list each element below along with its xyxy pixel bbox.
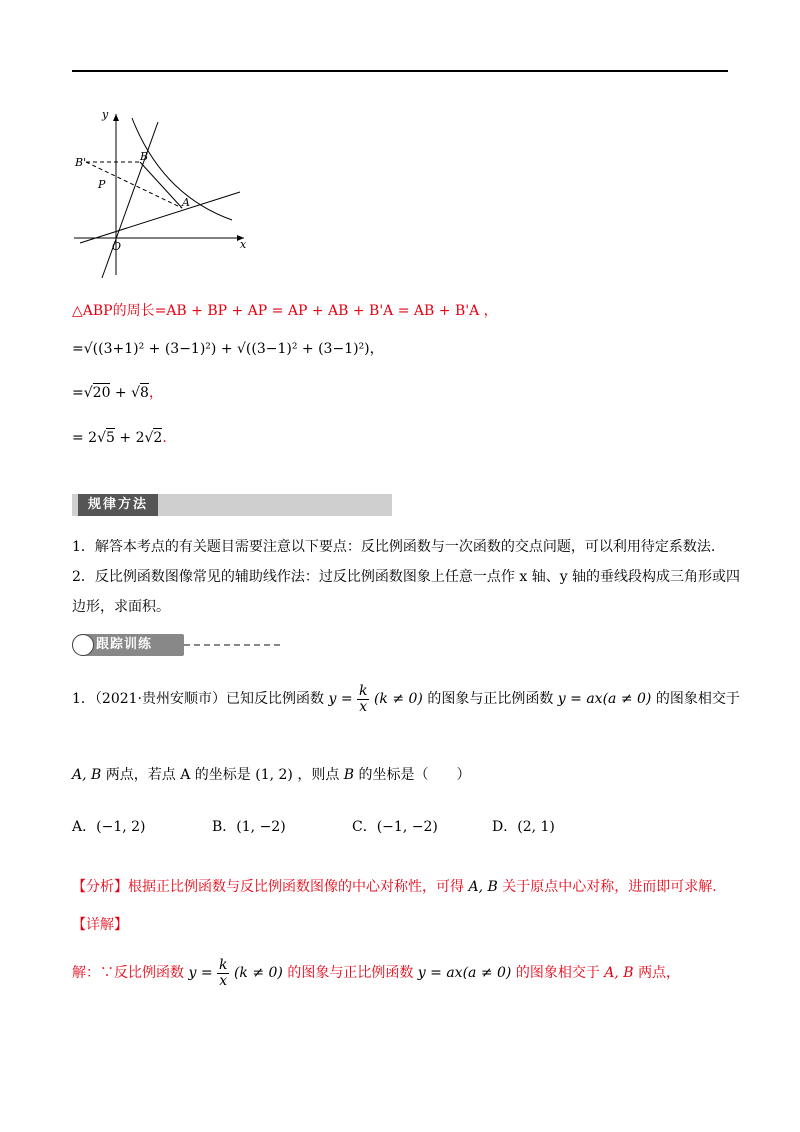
practice-banner-title: 跟踪训练 [96,637,153,652]
question-1-line-1 [72,684,740,714]
solution-step-1: =√((3+1)² + (3−1)²) + √((3−1)² + (3−1)²)， [72,341,384,357]
question-1-line-2 [72,764,471,784]
proportional-line [102,122,158,278]
solution-prefix: 解：∵反比例函数 [72,965,184,982]
option-b[interactable] [212,816,286,836]
option-d[interactable] [492,816,555,836]
plus-sign: + [110,385,132,401]
radicand-1: 5 [106,430,115,446]
func1-fraction [357,684,369,714]
methods-banner [72,494,392,516]
func1-lhs: y = [188,965,213,982]
question-text: 两点，若点 A 的坐标是 [105,767,251,783]
option-value: (−1, −2) [376,819,438,835]
punct: . [162,430,167,446]
func1-lhs: y = [328,691,353,708]
solution-step-2: =√20 + √8， [72,385,163,401]
func1-condition: (k ≠ 0) [233,965,283,982]
radicand-2: 2 [153,430,163,446]
label-y: y [102,108,109,121]
methods-banner-title: 规律方法 [78,494,158,516]
label-x: x [240,238,247,251]
option-c[interactable] [352,816,438,836]
points-ab: A, B [604,965,634,982]
header-rule [72,70,728,72]
analysis-line [72,876,717,896]
analysis-text: 根据正比例函数与反比例函数图像的中心对称性，可得 [128,879,464,895]
solution-suffix: 的图象相交于 [515,965,600,982]
label-a: A [182,196,190,209]
option-letter: B． [212,819,237,835]
coef-2: + 2 [114,430,145,446]
solution-step-3: = 2√5 + 2√2. [72,430,167,446]
coordinate-figure [72,100,257,280]
question-text: ，则点 [297,767,340,783]
option-value: (−1, 2) [96,819,146,835]
radicand-2: 8 [140,385,149,401]
y-axis-arrow [113,114,119,121]
func2: y = ax(a ≠ 0) [557,691,652,708]
perimeter-line: △ABP的周长=AB + BP + AP = AP + AB + B'A = AB + B'A ， [72,303,498,319]
analysis-text: 关于原点中心对称，进而即可求解. [502,879,717,895]
fraction-numerator: k [359,683,368,699]
func1-fraction [217,958,229,988]
method-item-1: 1．解答本考点的有关题目需要注意以下要点：反比例函数与一次函数的交点问题，可以利用待定系数法. [72,539,716,555]
question-text: 的坐标是（ ） [358,767,471,783]
points-ab: A, B [72,767,102,783]
option-a[interactable] [72,816,146,836]
label-b: B [140,150,149,163]
question-mid: 的图象与正比例函数 [427,691,554,708]
fraction-denominator: x [359,698,368,715]
func1-condition: (k ≠ 0) [373,691,423,708]
label-b-prime: B' [75,156,87,169]
fraction-numerator: k [219,957,228,973]
detail-label: 【详解】 [72,917,128,933]
question-suffix: 的图象相交于 [655,691,740,708]
option-value: (1, −2) [236,819,286,835]
practice-banner-rule [184,644,284,646]
radicand-1: 20 [92,385,111,401]
point-b: B [343,767,355,783]
punct: ， [148,385,163,401]
eq-sign: = [72,385,84,401]
line-pa [80,192,240,243]
option-value: (2, 1) [517,819,555,835]
option-letter: C． [352,819,377,835]
option-letter: D． [492,819,518,835]
option-letter: A． [72,819,97,835]
solution-line [72,958,680,988]
coef-1: = 2 [72,430,98,446]
points-ab: A, B [468,879,498,895]
func2: y = ax(a ≠ 0) [417,965,512,982]
question-prefix: 1．（2021·贵州安顺市）已知反比例函数 [72,691,324,708]
label-o: O [112,240,122,253]
label-p: P [98,178,106,191]
target-icon [72,634,94,656]
point-a-coords: (1, 2) [255,767,293,783]
solution-end: 两点， [638,965,681,982]
solution-mid: 的图象与正比例函数 [287,965,414,982]
practice-banner [72,634,302,656]
method-item-2-line-1: 2．反比例函数图像常见的辅助线作法：过反比例函数图象上任意一点作 x 轴、y 轴的垂线段构成三角形或四 [72,569,741,585]
analysis-label: 【分析】 [72,879,128,895]
method-item-2-line-2: 边形，求面积。 [72,599,170,615]
fraction-denominator: x [219,972,228,989]
